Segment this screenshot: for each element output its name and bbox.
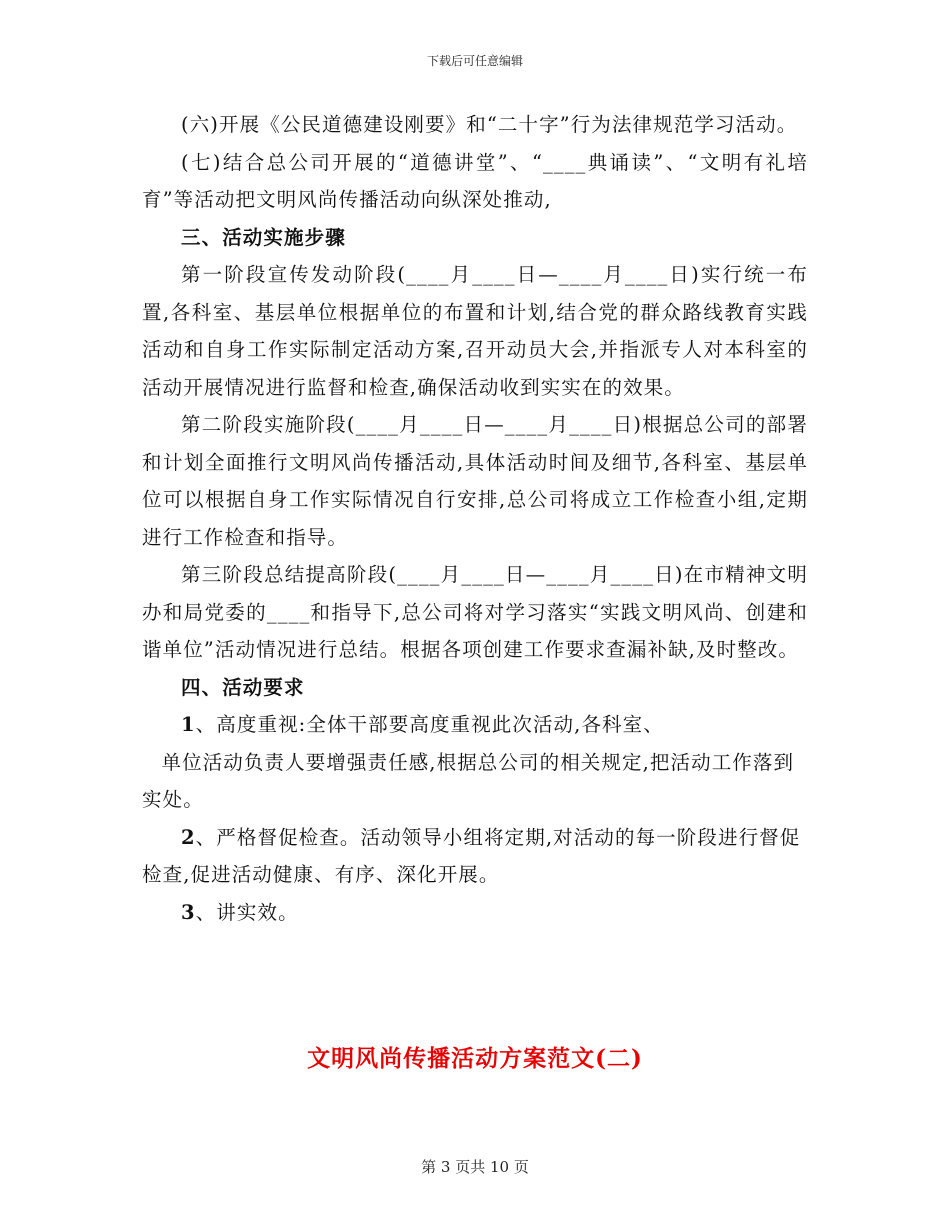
requirement-1-continuation: 单位活动负责人要增强责任感,根据总公司的相关规定,把活动工作落到实处。 bbox=[142, 750, 795, 811]
paragraph-item-6: (六)开展《公民道德建设刚要》和“二十字”行为法律规范学习活动。 bbox=[181, 113, 798, 136]
requirement-3 bbox=[142, 894, 808, 932]
section-heading-4: 四、活动要求 bbox=[181, 675, 305, 699]
paragraph-stage-2: 第二阶段实施阶段(____月____日—____月____日)根据总公司的部署和计划全面推行文明风尚传播活动,具体活动时间及细节,各科室、基层单位可以根据自身工作实际情况自行安排,总公司将成立工作检查小组,定期进行工作检查和指导。 bbox=[142, 413, 808, 549]
page-header: 下载后可任意编辑 bbox=[426, 54, 523, 68]
requirement-1-text: 、高度重视:全体干部要高度重视此次活动,各科室、 bbox=[195, 713, 664, 736]
requirement-1-number: 1 bbox=[181, 713, 196, 736]
requirement-2-text: 、严格督促检查。活动领导小组将定期,对活动的每一阶段进行督促检查,促进活动健康、有序、深化开展。 bbox=[142, 825, 801, 886]
paragraph-item-7: (七)结合总公司开展的“道德讲堂”、“____典诵读”、“文明有礼培育”等活动把文明风尚传播活动向纵深处推动, bbox=[142, 150, 808, 211]
requirement-2-number: 2 bbox=[181, 825, 196, 849]
section-heading-3: 三、活动实施步骤 bbox=[181, 225, 346, 249]
page-footer: 第 3 页共 10 页 bbox=[421, 1158, 529, 1176]
paragraph-stage-3: 第三阶段总结提高阶段(____月____日—____月____日)在市精神文明办和局党委的____和指导下,总公司将对学习落实“实践文明风尚、创建和谐单位”活动情况进行总结。根据各项创建工作要求查漏补缺,及时整改。 bbox=[142, 563, 808, 661]
paragraph-stage-1: 第一阶段宣传发动阶段(____月____日—____月____日)实行统一布置,各科室、基层单位根据单位的布置和计划,结合党的群众路线教育实践活动和自身工作实际制定活动方案,召开动员大会,并指派专人对本科室的活动开展情况进行监督和检查,确保活动收到实实在的效果。 bbox=[142, 263, 808, 399]
requirement-1 bbox=[142, 706, 808, 744]
document-title-part-2: 文明风尚传播活动方案范文(二) bbox=[307, 1045, 643, 1072]
requirement-2 bbox=[142, 819, 808, 894]
document-body bbox=[142, 106, 808, 931]
requirement-3-text: 、讲实效。 bbox=[195, 900, 299, 924]
requirement-3-number: 3 bbox=[181, 900, 196, 924]
